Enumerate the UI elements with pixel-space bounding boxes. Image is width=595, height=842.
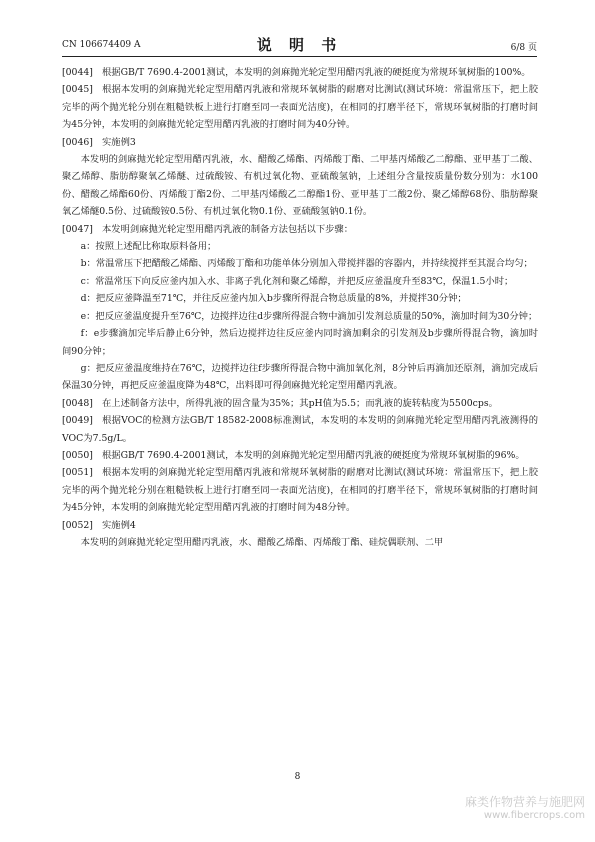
paragraph-text: 根据GB/T 7690.4-2001测试，本发明的剑麻抛光轮定型用醋丙乳液的硬挺度为常规环氧树脂的96%。 bbox=[102, 449, 525, 461]
paragraph bbox=[62, 273, 538, 290]
paragraph-number: [0046] bbox=[62, 136, 93, 148]
paragraph-number: [0045] bbox=[62, 84, 93, 96]
paragraph bbox=[62, 151, 538, 221]
paragraph-text: 本发明的剑麻抛光轮定型用醋丙乳液，水、醋酸乙烯酯、丙烯酸丁酯、二甲基丙烯酸乙二醇酯、亚甲基丁二酸、聚乙烯醇、脂肪醇聚氧乙烯醚、过硫酸铵、有机过氧化物、亚硫酸氢钠，上述组分含量按质量份数分别为：水100份、醋酸乙烯酯60份、丙烯酸丁酯2份、二甲基丙烯酸乙二醇酯1份、亚甲基丁二酸2份、聚乙烯醇68份、脂肪醇聚氧乙烯醚0.5份、过硫酸铵0.5份、有机过氧化物0.1份、亚硫酸氢钠0.1份。 bbox=[62, 154, 538, 218]
paragraph-number: [0050] bbox=[62, 449, 93, 461]
paragraph-number: [0048] bbox=[62, 397, 93, 409]
paragraph bbox=[62, 395, 538, 412]
paragraph-text: 根据VOC的检测方法GB/T 18582-2008标准测试，本发明的本发明的剑麻抛光轮定型用醋丙乳液测得的VOC为7.5g/L。 bbox=[62, 415, 538, 444]
paragraph bbox=[62, 534, 538, 551]
paragraph-number: [0047] bbox=[62, 223, 93, 235]
paragraph-text: e：把反应釜温度提升至76℃，边搅拌边往d步骤所得混合物中滴加引发剂总质量的50%，滴加时间为30分钟； bbox=[80, 310, 538, 322]
paragraph bbox=[62, 255, 538, 272]
paragraph-text: a：按照上述配比称取原料备用； bbox=[80, 241, 217, 253]
paragraph-text: 本发明的剑麻抛光轮定型用醋丙乳液，水、醋酸乙烯酯、丙烯酸丁酯、硅烷偶联剂、二甲 bbox=[80, 536, 444, 548]
paragraph-text: 实施例4 bbox=[102, 519, 136, 531]
paragraph-text: g：把反应釜温度维持在76℃，边搅拌边往f步骤所得混合物中滴加氧化剂，8分钟后再滴加还原剂，滴加完成后保温30分钟，再把反应釜温度降为48℃，出料即可得剑麻抛光轮定型用醋丙乳液。 bbox=[62, 362, 538, 392]
paragraph-text: 本发明剑麻抛光轮定型用醋丙乳液的制备方法包括以下步骤： bbox=[102, 223, 354, 235]
paragraph bbox=[62, 64, 538, 81]
paragraph-text: c：常温常压下向反应釜内加入水、非离子乳化剂和聚乙烯醇，并把反应釜温度升至83℃，保温1.5小时； bbox=[80, 275, 514, 287]
paragraph bbox=[62, 325, 538, 360]
paragraph-text: 根据GB/T 7690.4-2001测试，本发明的剑麻抛光轮定型用醋丙乳液的硬挺度为常规环氧树脂的100%。 bbox=[102, 67, 531, 78]
paragraph bbox=[62, 360, 538, 395]
paragraph-text: 根据本发明的剑麻抛光轮定型用醋丙乳液和常规环氧树脂的耐磨对比测试(测试环境：常温常压下，把上胶完毕的两个抛光轮分别在粗糙铁板上进行打磨至同一表面光洁度)，在相同的打磨半径下，常规环氧树脂的打磨时间为45分钟，本发明的剑麻抛光轮定型用醋丙乳液的打磨时间为48分钟。 bbox=[62, 467, 538, 514]
page-header bbox=[62, 34, 537, 57]
watermark bbox=[465, 796, 585, 822]
paragraph-text: f：e步骤滴加完毕后静止6分钟，然后边搅拌边往反应釜内同时滴加剩余的引发剂及b步骤所得混合物，滴加时间90分钟； bbox=[62, 328, 538, 357]
paragraph-number: [0044] bbox=[62, 67, 93, 78]
document-title: 说 明 书 bbox=[256, 36, 343, 54]
paragraph bbox=[62, 308, 538, 325]
watermark-url: www.fibercrops.com bbox=[483, 810, 585, 821]
paragraph-text: 根据本发明的剑麻抛光轮定型用醋丙乳液和常规环氧树脂的耐磨对比测试(测试环境：常温常压下，把上胶完毕的两个抛光轮分别在粗糙铁板上进行打磨至同一表面光洁度)，在相同的打磨半径下，常规环氧树脂的打磨时间为45分钟，本发明的剑麻抛光轮定型用醋丙乳液的打磨时间为40分钟。 bbox=[62, 84, 538, 131]
paragraph-text: 实施例3 bbox=[102, 136, 136, 148]
paragraph bbox=[62, 238, 538, 255]
paragraph-text: b：常温常压下把醋酸乙烯酯、丙烯酸丁酯和功能单体分别加入带搅拌器的容器内，并持续搅拌至其混合均匀； bbox=[80, 258, 533, 270]
paragraph bbox=[62, 517, 538, 534]
paragraph bbox=[62, 81, 538, 133]
paragraph-number: [0051] bbox=[62, 467, 93, 479]
paragraph bbox=[62, 464, 538, 516]
publication-number: CN 106674409 A bbox=[62, 40, 141, 50]
paragraph bbox=[62, 447, 538, 464]
paragraph-number: [0049] bbox=[62, 415, 93, 427]
page-number: 8 bbox=[294, 772, 301, 782]
paragraph bbox=[62, 290, 538, 307]
watermark-site-name: 麻类作物营养与施肥网 bbox=[464, 795, 585, 809]
paragraph bbox=[62, 134, 538, 151]
paragraph bbox=[62, 221, 538, 238]
document-body bbox=[62, 64, 538, 551]
paragraph-number: [0052] bbox=[62, 519, 93, 531]
page-reference: 6/8 页 bbox=[510, 43, 537, 53]
paragraph-text: 在上述制备方法中，所得乳液的固含量为35%；其pH值为5.5；而乳液的旋转粘度为5500cps。 bbox=[102, 397, 498, 409]
paragraph bbox=[62, 412, 538, 447]
paragraph-text: d：把反应釜降温至71℃，并往反应釜内加入b步骤所得混合物总质量的8%，并搅拌30分钟； bbox=[80, 293, 467, 305]
